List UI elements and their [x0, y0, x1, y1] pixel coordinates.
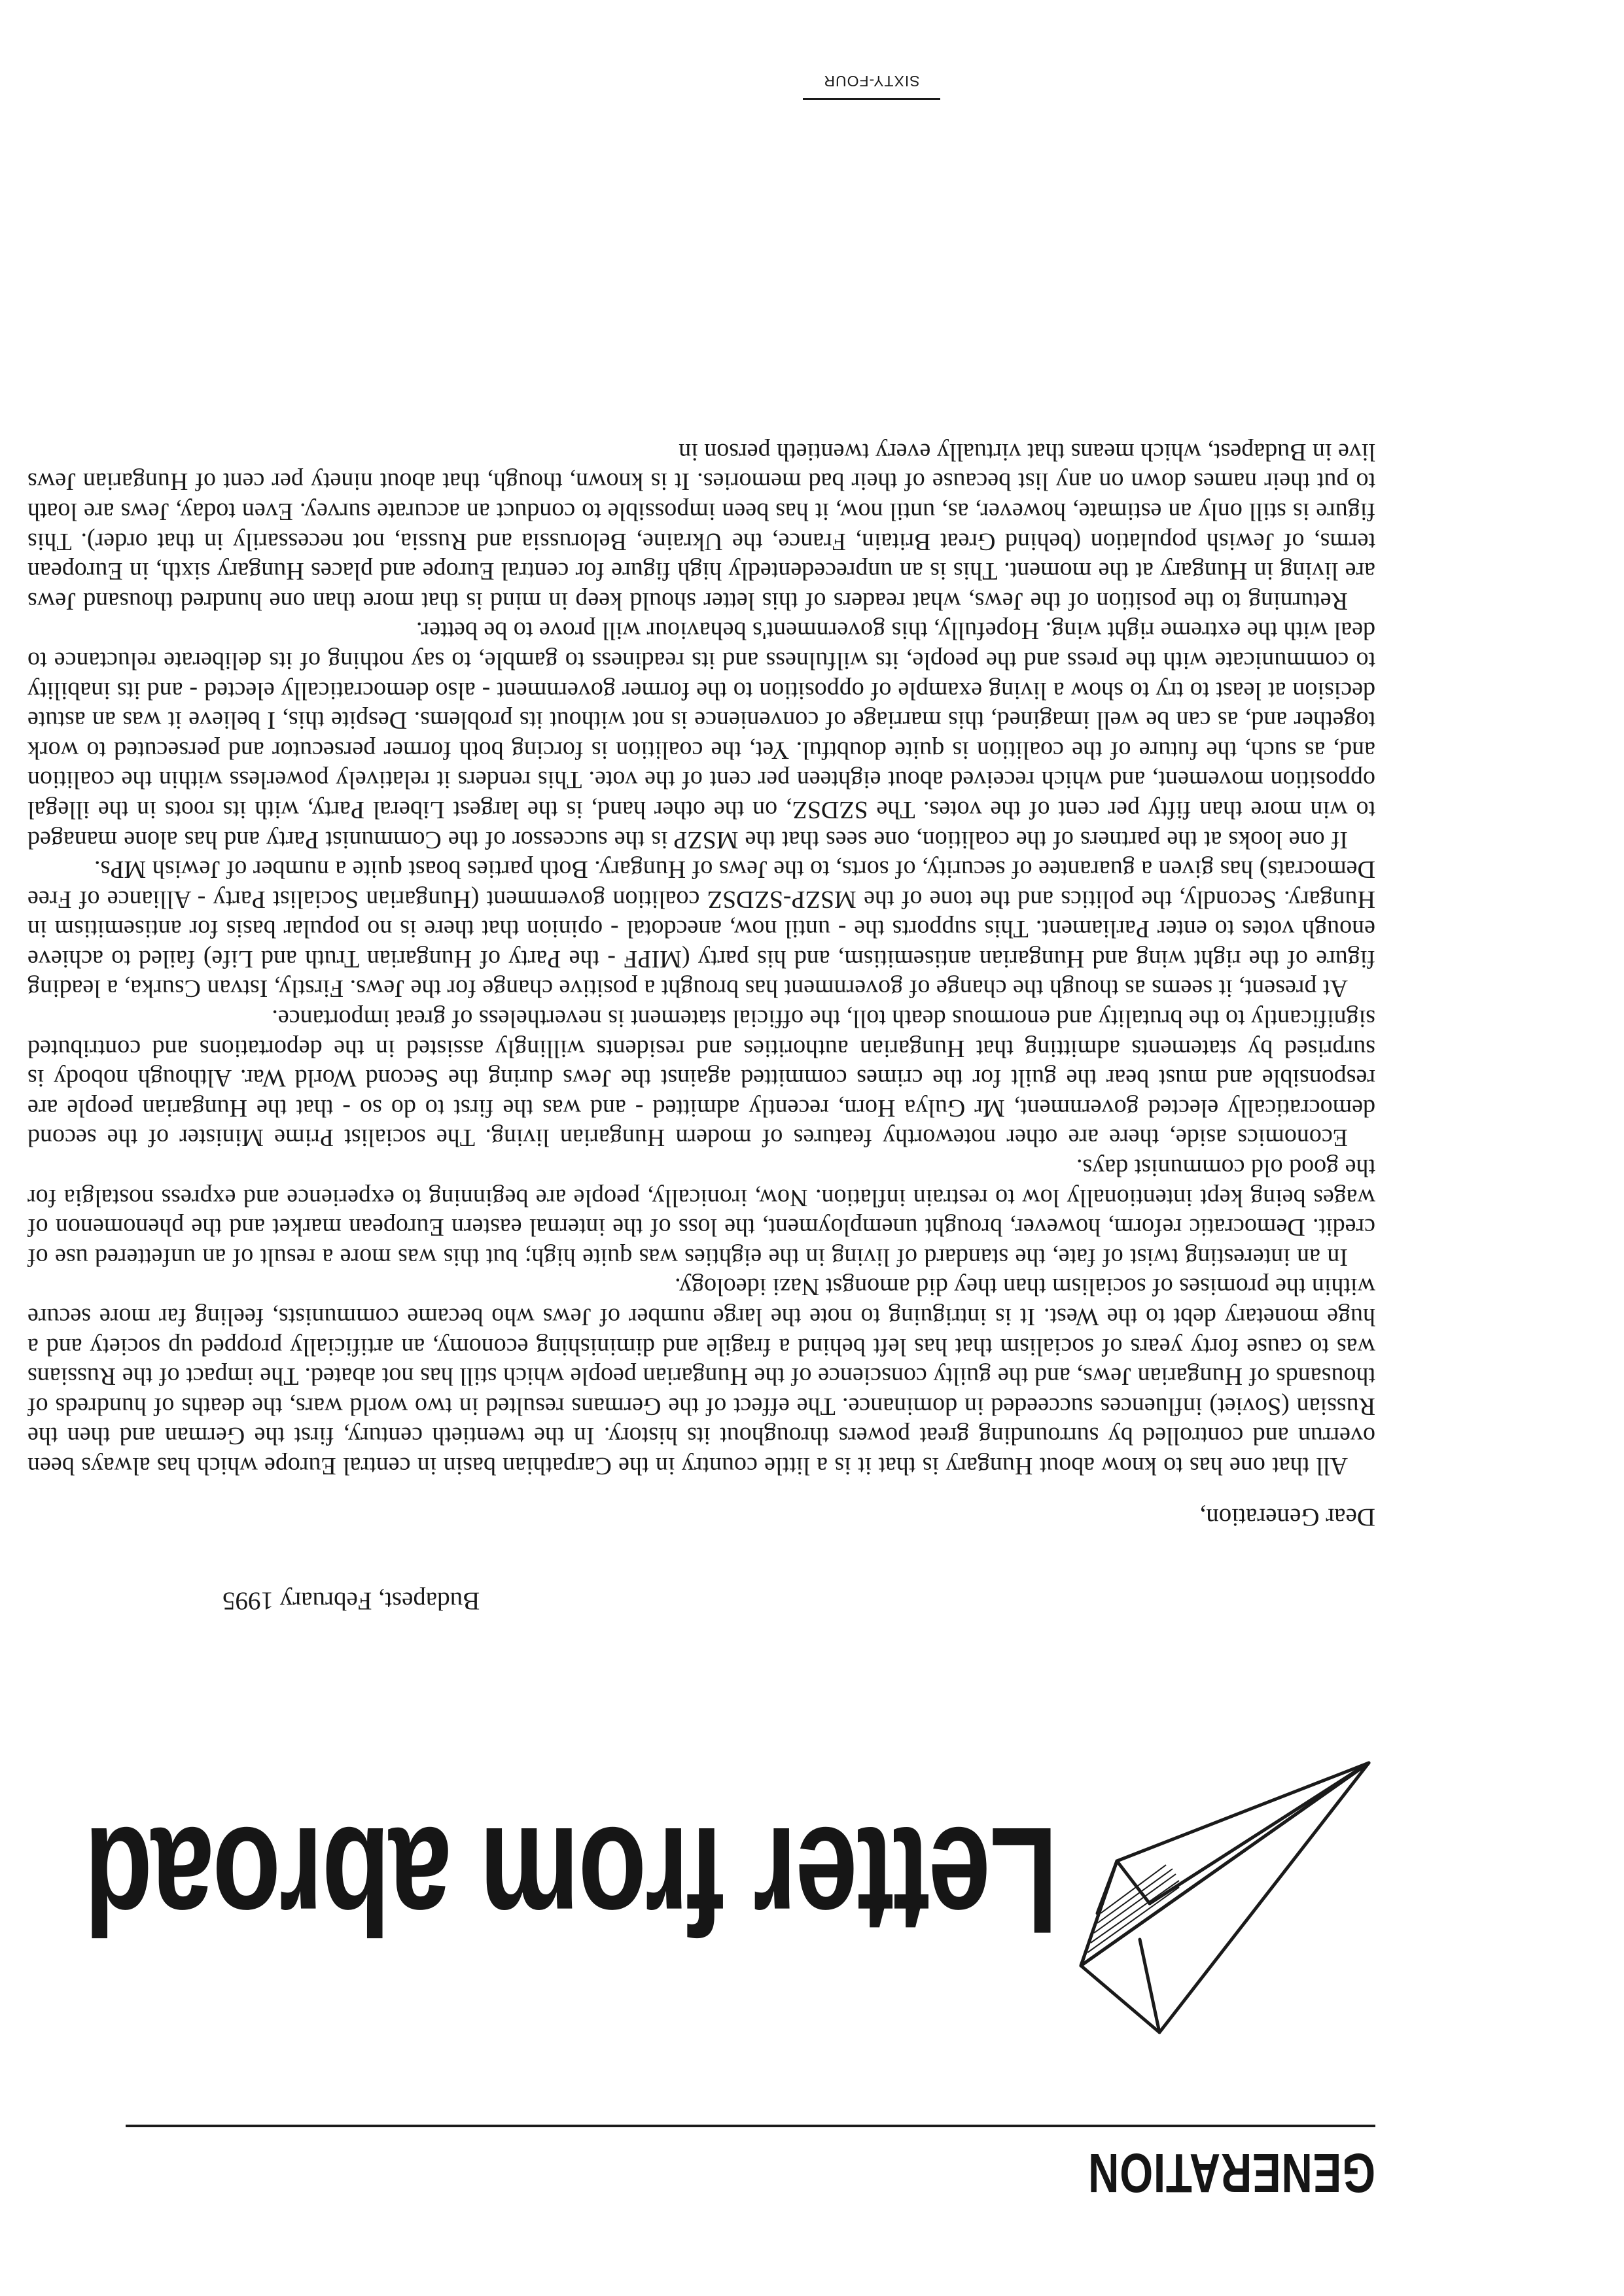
- magazine-masthead: GENERATION: [1087, 2142, 1375, 2204]
- letter-heading: Letter from abroad: [85, 1796, 1058, 1965]
- paper-plane-icon: [1068, 1756, 1375, 2038]
- page-folio: SIXTY-FOUR: [823, 73, 920, 90]
- paragraph: If one looks at the partners of the coalition, one sees that the MSZP is the successor of the Communist Party and has alone managed to win more than fifty per cent of the votes. The SZDSZ, on the other hand, is the largest Liberal Party, with its roots in the illegal opposition movement, and which received about eighteen per cent of the vote. This renders it relatively powerless within the coalition and, as such, the future of the coalition is quite doubtful. Yet, the coalition is forcing both former persecutor and persecuted to work together and, as can be well imagined, this marriage of convenience is not without its problems. Despite this, I believe it was an astute decision at least to try to show a living example of opposition to the former government - also democratically elected - and its inability to communicate with the press and the people, its wilfulness and its readiness to gamble, to say nothing of its deliberate reluctance to deal with the extreme right wing. Hopefully, this government's behaviour will prove to be better.: [27, 617, 1375, 854]
- paragraph: At present, it seems as though the change of government has brought a positive change for the Jews. Firstly, Istvan Csurka, a leading figure of the right wing and Hungarian antisemitism, and his party (MIPF - the Party of Hungarian Truth and Life) failed to achieve enough votes to enter Parliament. This supports the - until now, anecdotal - opinion that there is no popular basis for antisemitism in Hungary. Secondly, the politics and the tone of the MSZP-SZDSZ coalition government (Hungarian Socialist Party - Alliance of Free Democrats) has given a guarantee of security, of sorts, to the Jews of Hungary. Both parties boast quite a number of Jewish MPs.: [27, 856, 1375, 1003]
- letter-body: [27, 436, 1375, 1480]
- paragraph: In an interesting twist of fate, the standard of living in the eighties was quite high; but this was more a result of an unfettered use of credit. Democratic reform, however, brought unemployment, the loss of the internal eastern European market and the phenomenon of wages being kept intentionally low to restrain inflation. Now, ironically, people are beginning to experience and express nostalgia for the good old communist days.: [27, 1154, 1375, 1271]
- dateline: Budapest, February 1995: [222, 1587, 480, 1615]
- salutation: Dear Generation,: [1199, 1503, 1375, 1531]
- paragraph: Economics aside, there are other noteworthy features of modern Hungarian living. The socialist Prime Minister of the second democratically elected government, Mr Gulya Horn, recently admitted - and was the first to do so - that the Hungarian people are responsible and must bear the guilt for the crimes committed against the Jews during the Second World War. Although nobody is surprised by statements admitting that Hungarian authorities and residents willingly assisted in the deportations and contributed significantly to the brutality and enormous death toll, the official statement is nevertheless of great importance.: [27, 1005, 1375, 1152]
- masthead-rule: [126, 2125, 1375, 2127]
- paragraph: Returning to the position of the Jews, what readers of this letter should keep in mind is that more than one hundred thousand Jews are living in Hungary at the moment. This is an unprecedentedly high figure for central Europe and places Hungary sixth, in European terms, of Jewish population (behind Great Britain, France, the Ukraine, Belorussia and Russia, not necessarily in that order). This figure is still only an estimate, however, as, until now, it has been impossible to conduct an accurate survey. Even today, Jews are loath to put their names down on any list because of their bad memories. It is known, though, that about ninety per cent of Hungarian Jews live in Budapest, which means that virtually every twentieth person in: [27, 438, 1375, 615]
- paragraph: All that one has to know about Hungary is that it is a little country in the Carpathian basin in central Europe which has always been overrun and controlled by surrounding great powers throughout its history. In the twentieth century, first the German and then the Russian (Soviet) influences succeeded in dominance. The effect of the Germans resulted in two world wars, the deaths of hundreds of thousands of Hungarian Jews, and the guilty conscience of the Hungarian people which still has not abated. The impact of the Russians was to cause forty years of socialism that has left behind a fragile and diminishing economy, an artificially propped up society and a huge monetary debt to the West. It is intriguing to note the large number of Jews who became communists, feeling far more secure within the promises of socialism than they did amongst Nazi ideology.: [27, 1273, 1375, 1480]
- footer-rule: [803, 98, 940, 100]
